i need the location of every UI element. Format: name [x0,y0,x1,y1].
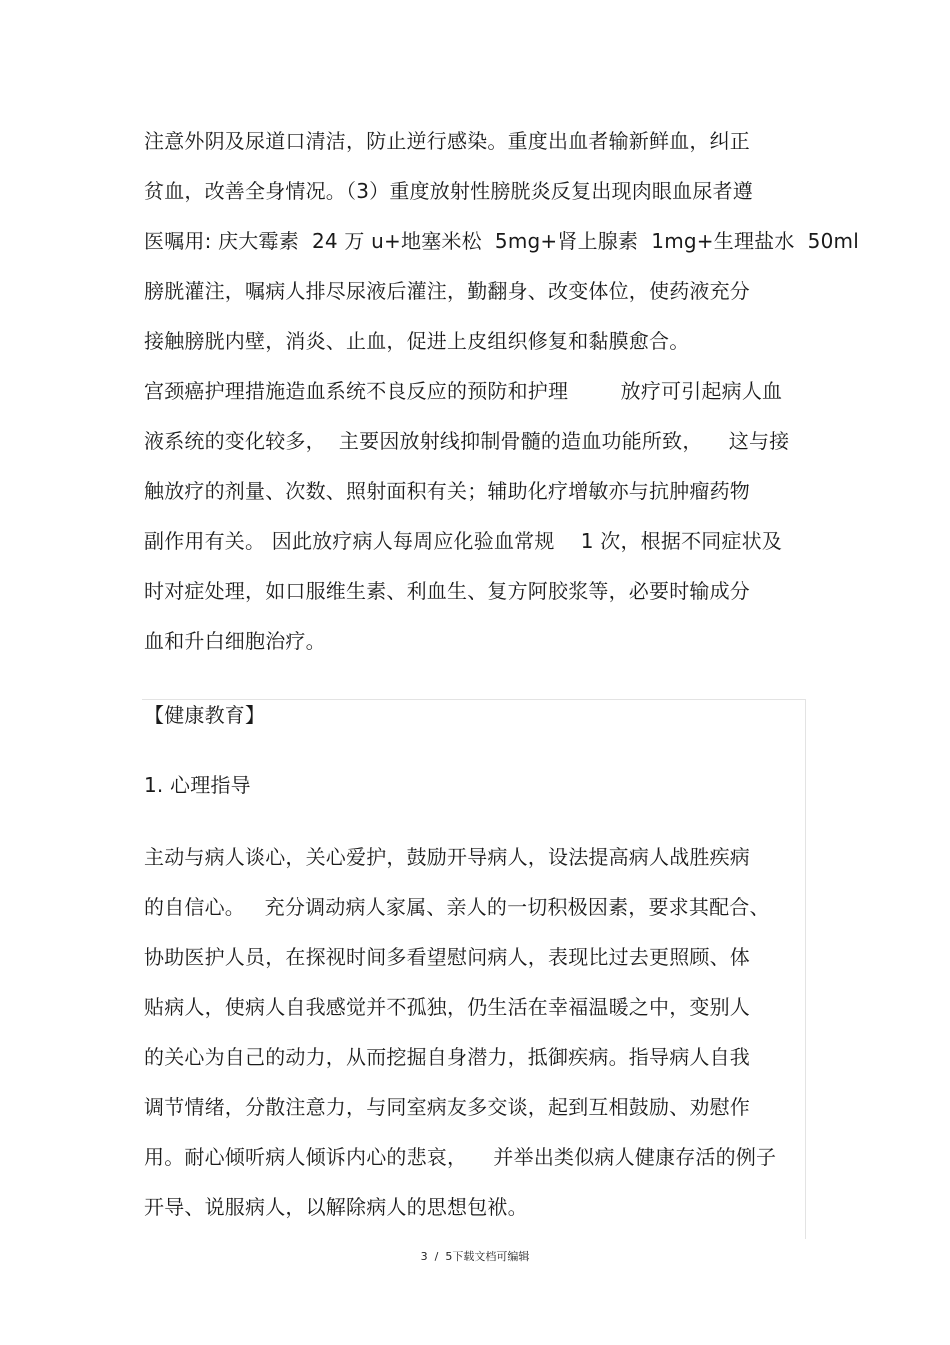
body-text-line: 接触膀胱内壁，消炎、止血，促进上皮组织修复和黏膜愈合。 [144,329,690,353]
body-text-line: 贫血，改善全身情况。（3）重度放射性膀胱炎反复出现肉眼血尿者遵 [144,179,753,203]
subsection-heading: 1. 心理指导 [144,773,251,797]
body-text-line: 膀胱灌注，嘱病人排尽尿液后灌注，勤翻身、改变体位，使药液充分 [144,279,750,303]
body-text-line: 主动与病人谈心，关心爱护，鼓励开导病人，设法提高病人战胜疾病 [144,845,750,869]
body-text-line: 液系统的变化较多， 主要因放射线抑制骨髓的造血功能所致， 这与接 [144,429,790,453]
body-text-line: 时对症处理，如口服维生素、利血生、复方阿胶浆等，必要时输成分 [144,579,750,603]
body-text-line: 协助医护人员，在探视时间多看望慰问病人，表现比过去更照顾、体 [144,945,750,969]
body-text-line: 贴病人，使病人自我感觉并不孤独，仍生活在幸福温暖之中，变别人 [144,995,750,1019]
body-text-line: 医嘱用: 庆大霉素 24 万 u+地塞米松 5mg+肾上腺素 1mg+生理盐水 50ml [144,229,859,253]
body-text-line: 注意外阴及尿道口清洁，防止逆行感染。重度出血者输新鲜血，纠正 [144,129,750,153]
body-text-line: 的自信心。 充分调动病人家属、亲人的一切积极因素，要求其配合、 [144,895,770,919]
body-text-line: 的关心为自己的动力，从而挖掘自身潜力，抵御疾病。指导病人自我 [144,1045,750,1069]
page-footer: 3 / 5下载文档可编辑 [420,1250,530,1263]
body-text-line: 血和升白细胞治疗。 [144,629,326,653]
section-heading: 【健康教育】 [144,703,266,727]
body-text-line: 触放疗的剂量、次数、照射面积有关；辅助化疗增敏亦与抗肿瘤药物 [144,479,750,503]
body-text-line: 副作用有关。 因此放疗病人每周应化验血常规 1 次，根据不同症状及 [144,529,783,553]
body-text-line: 调节情绪，分散注意力，与同室病友多交谈，起到互相鼓励、劝慰作 [144,1095,750,1119]
body-text-line: 开导、说服病人，以解除病人的思想包袱。 [144,1195,528,1219]
body-text-line: 用。耐心倾听病人倾诉内心的悲哀， 并举出类似病人健康存活的例子 [144,1145,777,1169]
body-text-line: 宫颈癌护理措施造血系统不良反应的预防和护理 放疗可引起病人血 [144,379,783,403]
